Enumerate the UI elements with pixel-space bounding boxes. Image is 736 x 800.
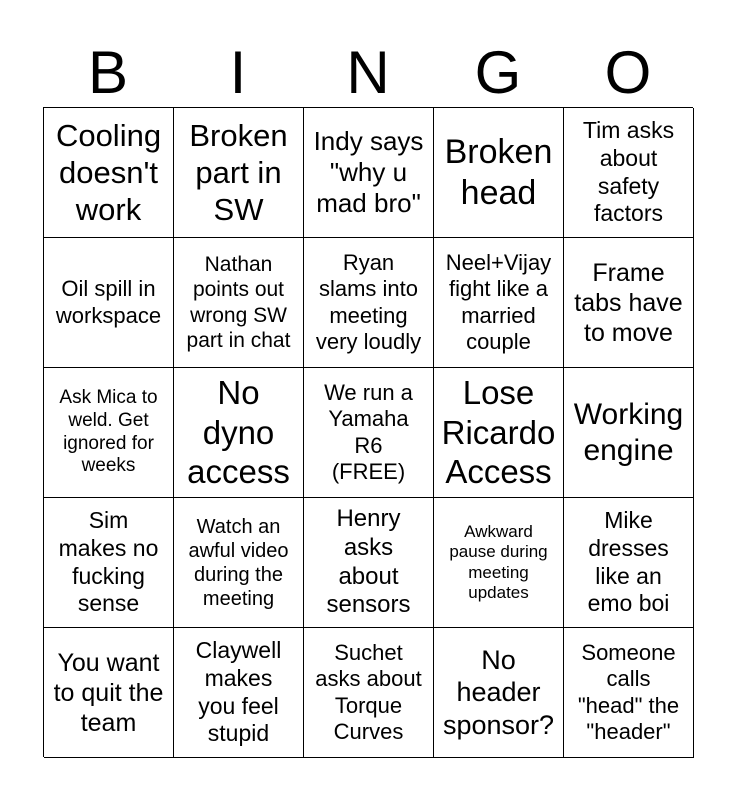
bingo-cell[interactable]: Broken part in SW bbox=[174, 108, 304, 238]
bingo-cell[interactable]: Oil spill in workspace bbox=[44, 238, 174, 368]
bingo-header bbox=[43, 38, 693, 108]
bingo-cell[interactable]: Henry asks about sensors bbox=[304, 498, 434, 628]
bingo-cell[interactable]: Awkward pause during meeting updates bbox=[434, 498, 564, 628]
bingo-cell[interactable]: Tim asks about safety factors bbox=[564, 108, 694, 238]
bingo-cell[interactable]: Lose Ricardo Access bbox=[434, 368, 564, 498]
bingo-cell[interactable]: Ask Mica to weld. Get ignored for weeks bbox=[44, 368, 174, 498]
header-letter-g: G bbox=[474, 39, 522, 106]
bingo-cell[interactable]: Claywell makes you feel stupid bbox=[174, 628, 304, 758]
header-letter-i: I bbox=[229, 39, 247, 106]
header-letter-b: B bbox=[87, 39, 129, 106]
bingo-grid bbox=[43, 107, 693, 757]
bingo-cell[interactable]: You want to quit the team bbox=[44, 628, 174, 758]
bingo-cell[interactable]: Cooling doesn't work bbox=[44, 108, 174, 238]
bingo-cell[interactable]: Mike dresses like an emo boi bbox=[564, 498, 694, 628]
bingo-cell[interactable]: No dyno access bbox=[174, 368, 304, 498]
bingo-cell[interactable]: Suchet asks about Torque Curves bbox=[304, 628, 434, 758]
bingo-cell[interactable]: Someone calls "head" the "header" bbox=[564, 628, 694, 758]
bingo-cell[interactable]: Broken head bbox=[434, 108, 564, 238]
bingo-cell[interactable]: Indy says "why u mad bro" bbox=[304, 108, 434, 238]
header-letter-n: N bbox=[346, 39, 390, 106]
bingo-cell[interactable]: Sim makes no fucking sense bbox=[44, 498, 174, 628]
bingo-cell[interactable]: Watch an awful video during the meeting bbox=[174, 498, 304, 628]
bingo-cell[interactable]: We run a Yamaha R6 (FREE) bbox=[304, 368, 434, 498]
bingo-cell[interactable]: Working engine bbox=[564, 368, 694, 498]
bingo-cell[interactable]: Neel+Vijay fight like a married couple bbox=[434, 238, 564, 368]
header-letter-o: O bbox=[604, 39, 652, 106]
bingo-cell[interactable]: No header sponsor? bbox=[434, 628, 564, 758]
bingo-cell[interactable]: Ryan slams into meeting very loudly bbox=[304, 238, 434, 368]
bingo-cell[interactable]: Nathan points out wrong SW part in chat bbox=[174, 238, 304, 368]
bingo-cell[interactable]: Frame tabs have to move bbox=[564, 238, 694, 368]
